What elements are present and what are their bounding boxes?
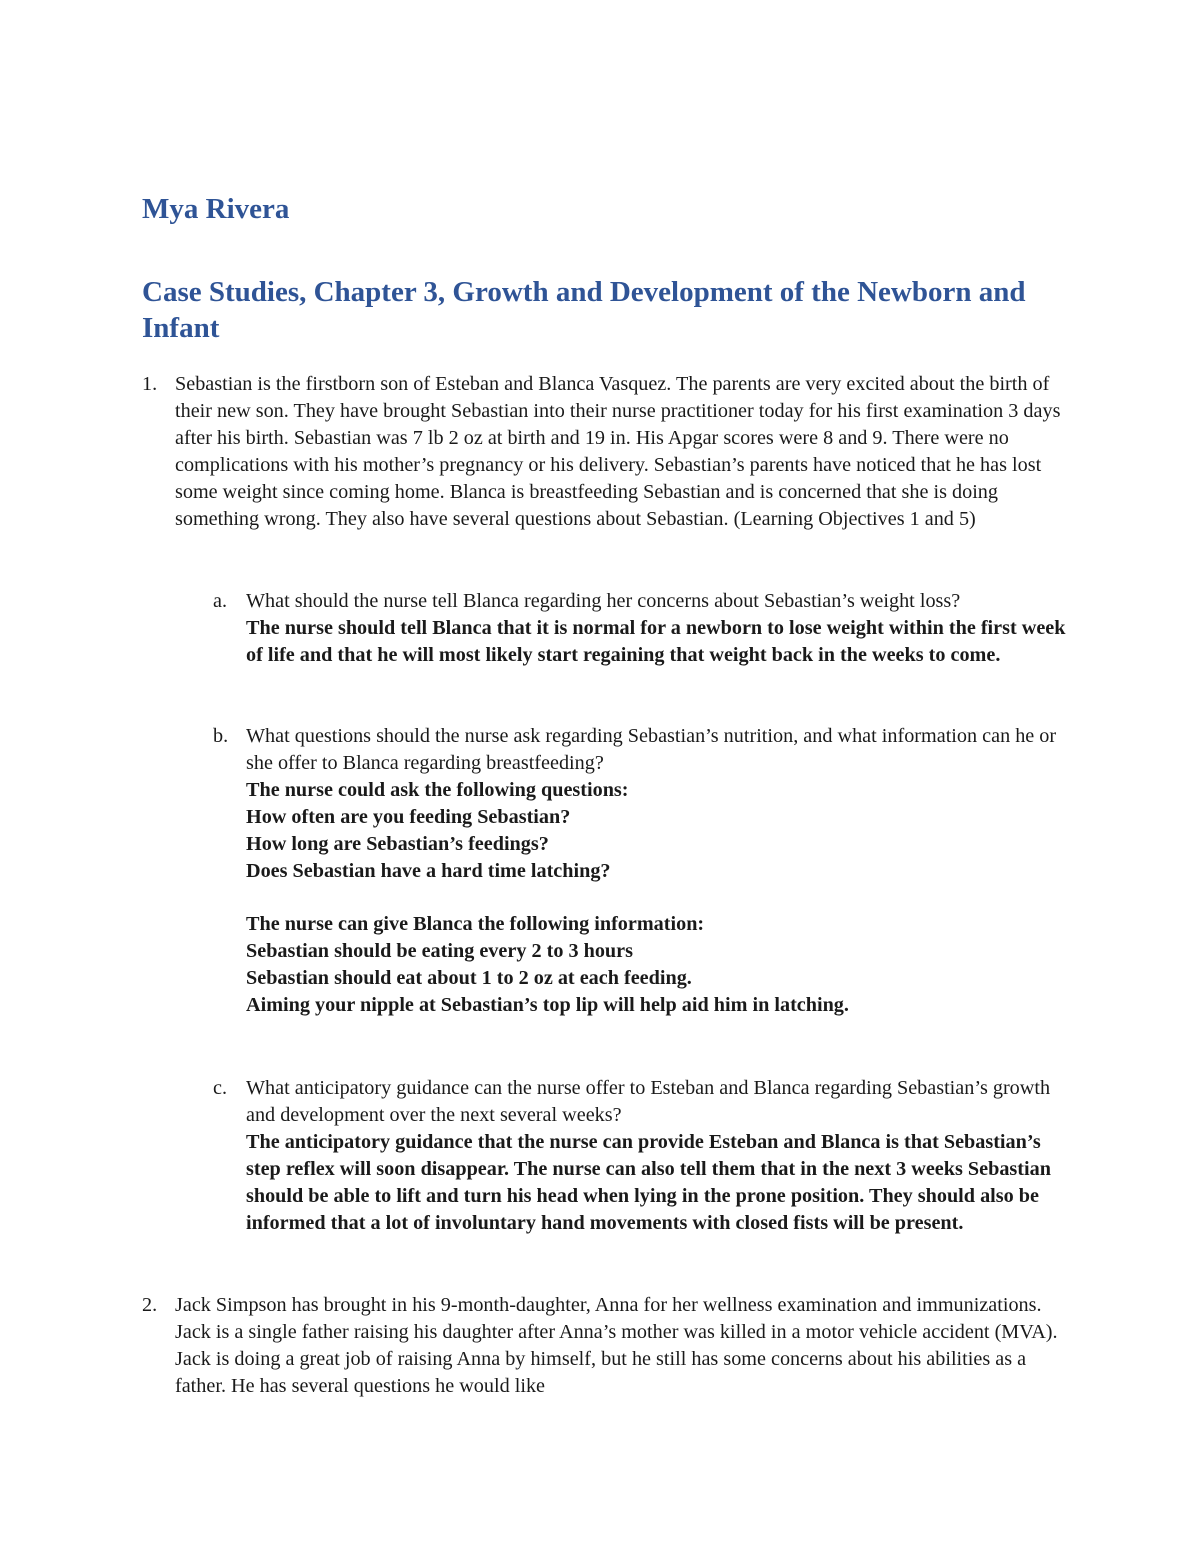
answer-text: The nurse should tell Blanca that it is normal for a newborn to lose weight within the first week of life and that he will most likely start regaining that weight back in the weeks to come.	[246, 616, 1066, 666]
question-number: 2.	[142, 1294, 158, 1316]
answer-line: The nurse can give Blanca the following information:	[246, 913, 705, 936]
question-number: 1.	[142, 373, 158, 395]
question-2	[142, 1292, 1062, 1400]
answer-line: Does Sebastian have a hard time latching?	[246, 859, 611, 882]
answer-line: Sebastian should be eating every 2 to 3 hours	[246, 940, 633, 963]
subquestion-a	[213, 588, 1073, 669]
subquestion-letter: b.	[213, 725, 229, 747]
question-1	[142, 371, 1062, 532]
question-text: Jack Simpson has brought in his 9-month-daughter, Anna for her wellness examination and immunizations. Jack is a single father raising his daughter after Anna’s mother was killed in a motor vehicle accident (MVA). Jack is doing a great job of raising Anna by himself, but he still has some concerns about his abilities as a father. He has several questions he would like	[175, 1294, 1058, 1397]
answer-block	[246, 777, 1073, 1019]
answer-line: Sebastian should eat about 1 to 2 oz at each feeding.	[246, 967, 692, 990]
subquestion-text: What anticipatory guidance can the nurse offer to Esteban and Blanca regarding Sebastian’s growth and development over the next several weeks?	[246, 1077, 1051, 1126]
subquestion-text: What questions should the nurse ask regarding Sebastian’s nutrition, and what information can he or she offer to Blanca regarding breastfeeding?	[246, 725, 1057, 774]
answer-line: How often are you feeding Sebastian?	[246, 805, 571, 828]
answer-line: How long are Sebastian’s feedings?	[246, 832, 549, 855]
subquestion-letter: c.	[213, 1077, 228, 1099]
subquestion-b	[213, 723, 1073, 1019]
subquestion-letter: a.	[213, 590, 228, 612]
answer-line: The nurse could ask the following questions:	[246, 778, 629, 801]
subquestion-c	[213, 1075, 1073, 1236]
answer-text: The anticipatory guidance that the nurse can provide Esteban and Blanca is that Sebastian’s step reflex will soon disappear. The nurse can also tell them that in the next 3 weeks Sebastian should be able to lift and turn his head when lying in the prone position. They should also be informed that a lot of involuntary hand movements with closed fists will be present.	[246, 1130, 1051, 1234]
question-text: Sebastian is the firstborn son of Esteban and Blanca Vasquez. The parents are very excited about the birth of their new son. They have brought Sebastian into their nurse practitioner today for his first examination 3 days after his birth. Sebastian was 7 lb 2 oz at birth and 19 in. His Apgar scores were 8 and 9. There were no complications with his mother’s pregnancy or his delivery. Sebastian’s parents have noticed that he has lost some weight since coming home. Blanca is breastfeeding Sebastian and is concerned that she is doing something wrong. They also have several questions about Sebastian. (Learning Objectives 1 and 5)	[175, 373, 1061, 530]
answer-line: Aiming your nipple at Sebastian’s top lip will help aid him in latching.	[246, 994, 849, 1017]
document-title: Case Studies, Chapter 3, Growth and Development of the Newborn and Infant	[142, 276, 1026, 344]
author-name: Mya Rivera	[142, 193, 290, 225]
spacer	[246, 884, 1073, 911]
subquestion-text: What should the nurse tell Blanca regarding her concerns about Sebastian’s weight loss?	[246, 590, 961, 612]
